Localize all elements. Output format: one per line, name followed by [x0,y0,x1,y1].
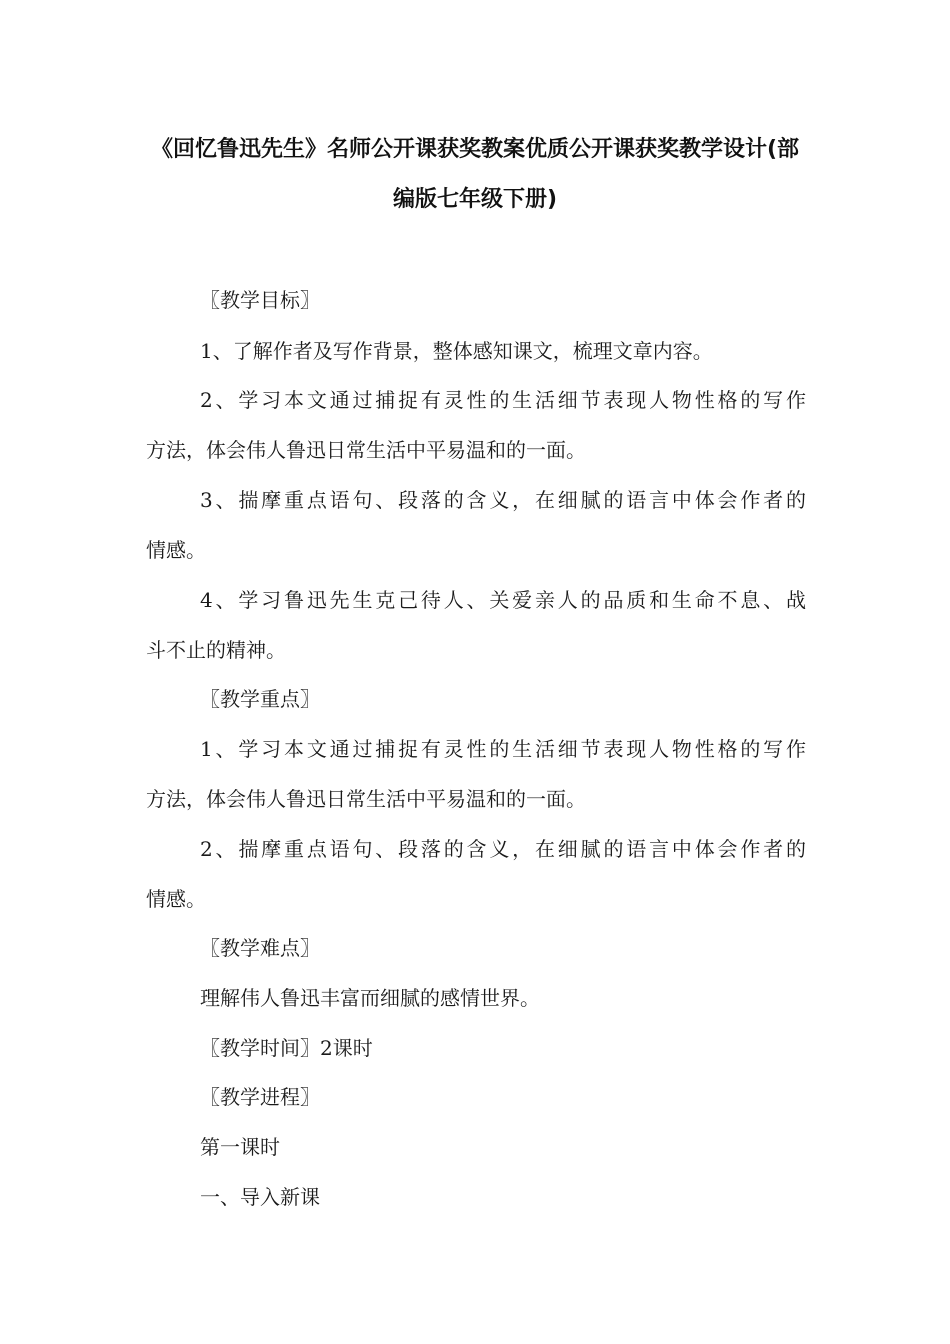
first-lesson-heading: 第一课时 [200,1135,280,1159]
section-1-heading: 一、导入新课 [200,1185,320,1209]
difficulty-heading: 〖教学难点〗 [200,936,320,960]
objective-4-line-1: 4、学习鲁迅先生克己待人、关爱亲人的品质和生命不息、战 [200,588,806,612]
process-heading: 〖教学进程〗 [200,1085,320,1109]
objective-3-line-2: 情感。 [146,538,206,562]
difficulty-text: 理解伟人鲁迅丰富而细腻的感情世界。 [200,986,540,1010]
key-point-1-line-1: 1、学习本文通过捕捉有灵性的生活细节表现人物性格的写作 [200,737,806,761]
objective-1: 1、了解作者及写作背景，整体感知课文，梳理文章内容。 [200,339,713,363]
key-point-2-line-1: 2、揣摩重点语句、段落的含义，在细腻的语言中体会作者的 [200,837,806,861]
document-title-line-2: 编版七年级下册) [392,187,558,212]
objective-3-line-1: 3、揣摩重点语句、段落的含义，在细腻的语言中体会作者的 [200,488,806,512]
objectives-heading: 〖教学目标〗 [200,288,320,312]
objective-2-line-2: 方法，体会伟人鲁迅日常生活中平易温和的一面。 [146,438,586,462]
key-points-heading: 〖教学重点〗 [200,687,320,711]
key-point-2-line-2: 情感。 [146,887,206,911]
objective-2-line-1: 2、学习本文通过捕捉有灵性的生活细节表现人物性格的写作 [200,388,806,412]
key-point-1-line-2: 方法，体会伟人鲁迅日常生活中平易温和的一面。 [146,787,586,811]
teaching-time: 〖教学时间〗2课时 [200,1036,373,1060]
document-title-line-1: 《回忆鲁迅先生》名师公开课获奖教案优质公开课获奖教学设计(部 [150,137,800,162]
objective-4-line-2: 斗不止的精神。 [146,638,286,662]
